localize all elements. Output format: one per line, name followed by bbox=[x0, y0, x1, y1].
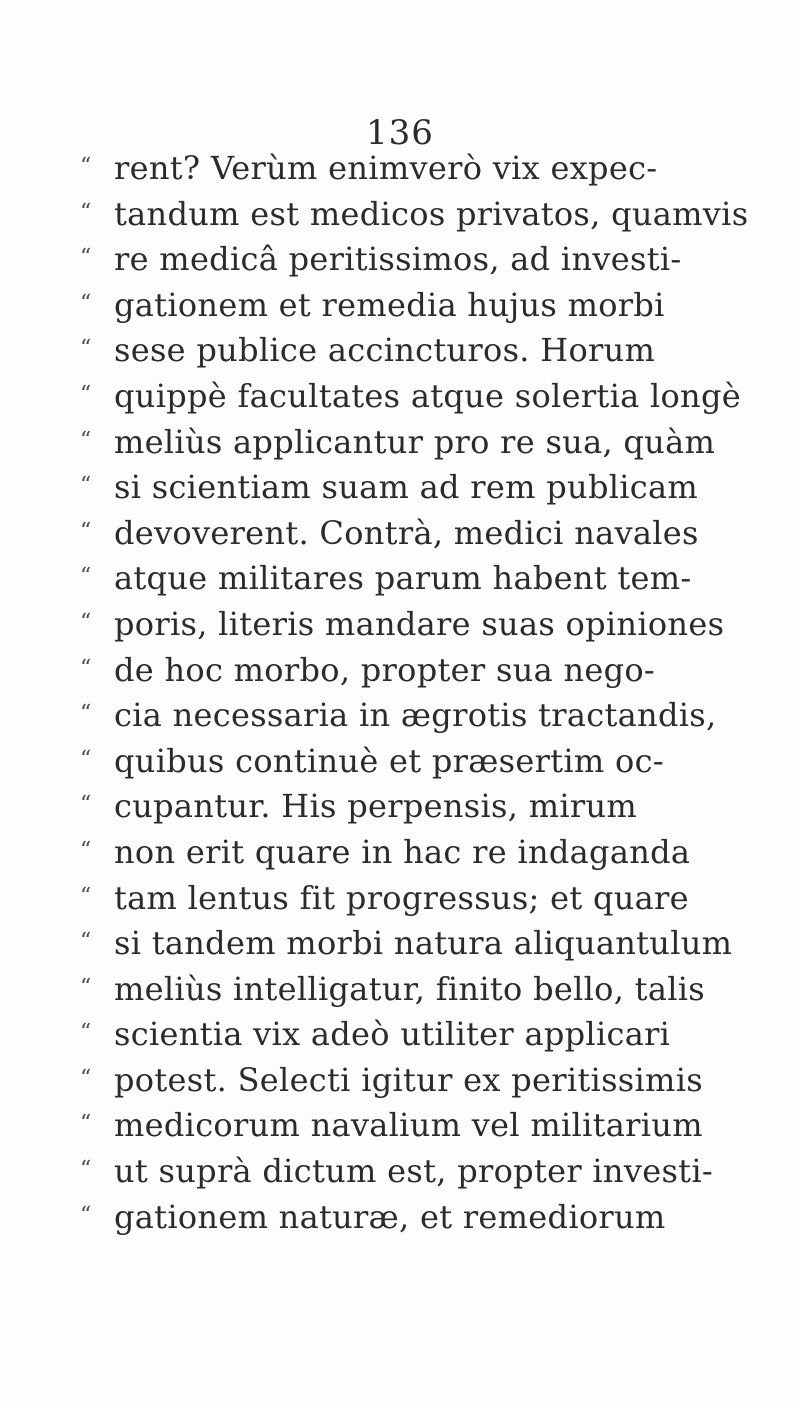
text-line bbox=[80, 693, 720, 739]
line-text: meliùs intelligatur, finito bello, talis bbox=[114, 969, 705, 1008]
line-text: devoverent. Contrà, medici navales bbox=[114, 513, 699, 552]
text-line bbox=[80, 283, 720, 329]
quote-mark: “ bbox=[80, 746, 92, 772]
line-text: meliùs applicantur pro re sua, quàm bbox=[114, 422, 716, 461]
line-text: si scientiam suam ad rem publicam bbox=[114, 468, 699, 507]
text-line bbox=[80, 237, 720, 283]
line-text: gationem et remedia hujus morbi bbox=[114, 285, 665, 324]
quote-mark: “ bbox=[80, 1157, 92, 1183]
text-line bbox=[80, 374, 741, 420]
page-number: 136 bbox=[366, 113, 434, 153]
text-line bbox=[80, 967, 720, 1013]
text-line bbox=[80, 1195, 720, 1241]
quote-mark: “ bbox=[80, 883, 92, 909]
quote-mark: “ bbox=[80, 701, 92, 727]
line-text: si tandem morbi natura aliquantulum bbox=[114, 924, 733, 963]
line-text: cia necessaria in ægrotis tractandis, bbox=[114, 696, 717, 735]
line-text: scientia vix adeò utiliter applicari bbox=[114, 1015, 671, 1054]
text-line bbox=[80, 876, 720, 922]
quote-mark: “ bbox=[80, 792, 92, 818]
quote-mark: “ bbox=[80, 1020, 92, 1046]
quote-mark: “ bbox=[80, 290, 92, 316]
line-text: potest. Selecti igitur ex peritissimis bbox=[114, 1060, 703, 1099]
quote-mark: “ bbox=[80, 427, 92, 453]
line-text: cupantur. His perpensis, mirum bbox=[114, 787, 638, 826]
quote-mark: “ bbox=[80, 199, 92, 225]
quote-mark: “ bbox=[80, 1111, 92, 1137]
text-line bbox=[80, 739, 720, 785]
line-text: medicorum navalium vel militarium bbox=[114, 1106, 703, 1145]
text-line bbox=[80, 420, 720, 466]
text-line bbox=[80, 146, 720, 192]
quote-mark: “ bbox=[80, 974, 92, 1000]
quote-mark: “ bbox=[80, 154, 92, 179]
line-text: re medicâ peritissimos, ad investi- bbox=[114, 240, 682, 279]
line-text: gationem naturæ, et remediorum bbox=[114, 1197, 666, 1236]
text-line bbox=[80, 192, 749, 238]
line-text: atque militares parum habent tem- bbox=[114, 559, 692, 598]
quote-mark: “ bbox=[80, 929, 92, 955]
text-line bbox=[80, 511, 720, 557]
quote-mark: “ bbox=[80, 336, 92, 362]
text-line bbox=[80, 784, 720, 830]
quote-mark: “ bbox=[80, 655, 92, 681]
quote-mark: “ bbox=[80, 518, 92, 544]
line-text: quippè facultates atque solertia longè bbox=[114, 376, 741, 415]
text-line bbox=[80, 648, 720, 694]
text-line bbox=[80, 921, 733, 967]
quote-mark: “ bbox=[80, 381, 92, 407]
text-line bbox=[80, 1103, 720, 1149]
text-line bbox=[80, 602, 725, 648]
quote-mark: “ bbox=[80, 1065, 92, 1091]
text-line bbox=[80, 830, 720, 876]
text-line bbox=[80, 465, 720, 511]
line-text: non erit quare in hac re indaganda bbox=[114, 832, 691, 871]
text-line bbox=[80, 328, 720, 374]
text-line bbox=[80, 556, 720, 602]
quote-mark: “ bbox=[80, 564, 92, 590]
line-text: rent? Verùm enimverò vix expec- bbox=[114, 149, 658, 187]
text-line bbox=[80, 1012, 720, 1058]
text-line bbox=[80, 1058, 720, 1104]
quote-mark: “ bbox=[80, 245, 92, 271]
quote-mark: “ bbox=[80, 473, 92, 499]
line-text: de hoc morbo, propter sua nego- bbox=[114, 650, 656, 689]
text-block bbox=[80, 146, 749, 1240]
line-text: tandum est medicos privatos, quamvis bbox=[114, 194, 749, 233]
quote-mark: “ bbox=[80, 837, 92, 863]
line-text: quibus continuè et præsertim oc- bbox=[114, 741, 664, 780]
quote-mark: “ bbox=[80, 609, 92, 635]
line-text: sese publice accincturos. Horum bbox=[114, 331, 656, 370]
line-text: ut suprà dictum est, propter investi- bbox=[114, 1152, 713, 1191]
line-text: tam lentus fit progressus; et quare bbox=[114, 878, 689, 917]
line-text: poris, literis mandare suas opiniones bbox=[114, 604, 725, 643]
text-line bbox=[80, 1149, 720, 1195]
quote-mark: “ bbox=[80, 1202, 92, 1228]
